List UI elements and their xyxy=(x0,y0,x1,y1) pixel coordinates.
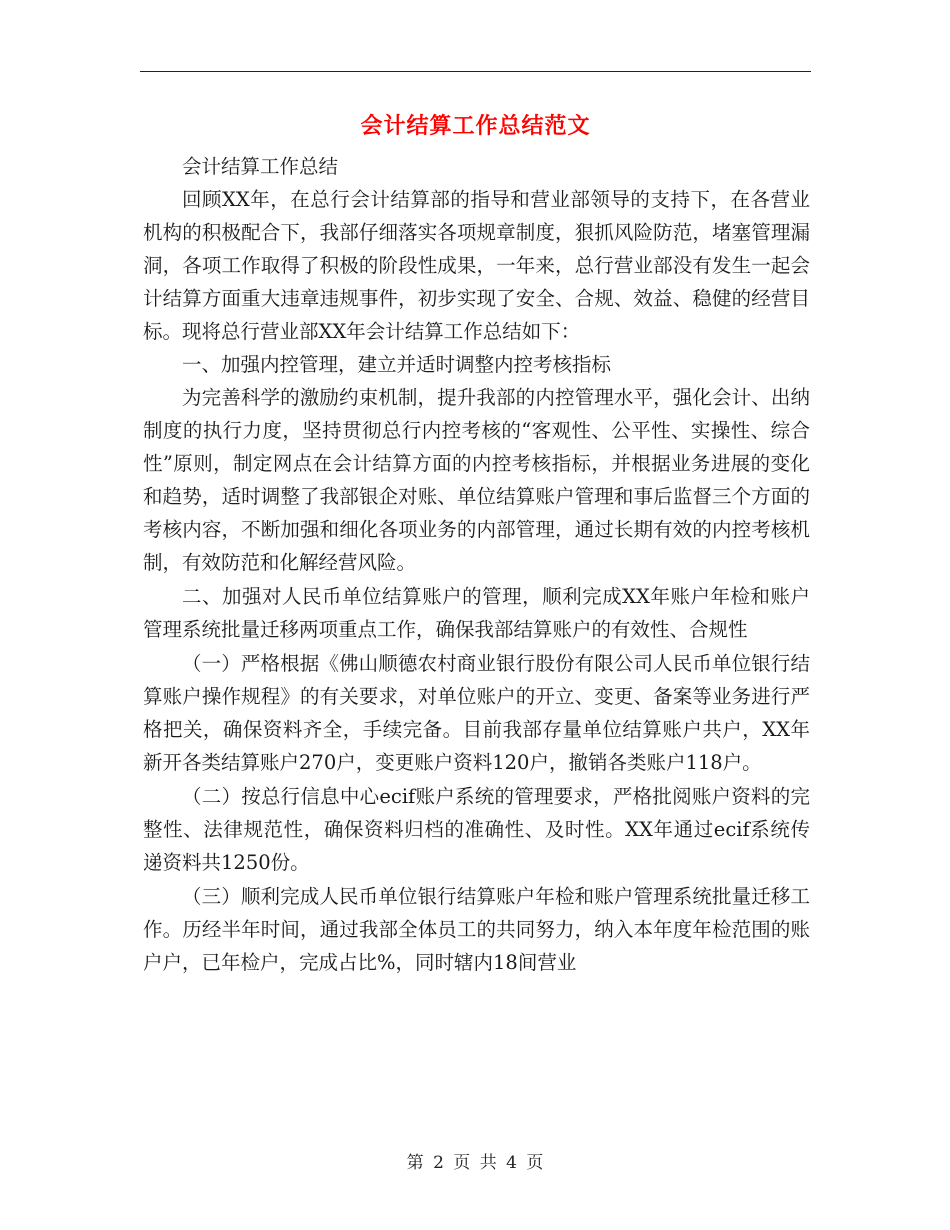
document-body xyxy=(143,150,810,979)
paragraph-intro: 回顾XX年，在总行会计结算部的指导和营业部领导的支持下，在各营业机构的积极配合下，我部仔细落实各项规章制度，狠抓风险防范，堵塞管理漏洞，各项工作取得了积极的阶段性成果，一年来，总行营业部没有发生一起会计结算方面重大违章违规事件，初步实现了安全、合规、效益、稳健的经营目标。现将总行营业部XX年会计结算工作总结如下： xyxy=(143,188,810,343)
paragraph-item-1: （一）严格根据《佛山顺德农村商业银行股份有限公司人民币单位银行结算账户操作规程》的有关要求，对单位账户的开立、变更、备案等业务进行严格把关，确保资料齐全，手续完备。目前我部存量单位结算账户共户，XX年新开各类结算账户270户，变更账户资料120户，撤销各类账户118户。 xyxy=(143,652,810,774)
paragraph-item-3: （三）顺利完成人民币单位银行结算账户年检和账户管理系统批量迁移工作。历经半年时间，通过我部全体员工的共同努力，纳入本年度年检范围的账户户，已年检户，完成占比%，同时辖内18间营业 xyxy=(143,885,810,974)
paragraph-item-2: （二）按总行信息中心ecif账户系统的管理要求，严格批阅账户资料的完整性、法律规范性，确保资料归档的准确性、及时性。XX年通过ecif系统传递资料共1250份。 xyxy=(143,785,810,874)
section-heading-1: 一、加强内控管理，建立并适时调整内控考核指标 xyxy=(182,353,612,376)
paragraph-subtitle: 会计结算工作总结 xyxy=(182,155,339,178)
paragraph-section-1: 为完善科学的激励约束机制，提升我部的内控管理水平，强化会计、出纳制度的执行力度，坚持贯彻总行内控考核的“客观性、公平性、实操性、综合性”原则，制定网点在会计结算方面的内控考核指标，并根据业务进展的变化和趋势，适时调整了我部银企对账、单位结算账户管理和事后监督三个方面的考核内容，不断加强和细化各项业务的内部管理，通过长期有效的内控考核机制，有效防范和化解经营风险。 xyxy=(143,386,810,574)
document-title: 会计结算工作总结范文 xyxy=(360,114,591,139)
section-heading-2: 二、加强对人民币单位结算账户的管理，顺利完成XX年账户年检和账户管理系统批量迁移两项重点工作，确保我部结算账户的有效性、合规性 xyxy=(143,585,810,641)
page-number-footer: 第 2 页 共 4 页 xyxy=(406,1153,544,1173)
header-rule xyxy=(140,71,811,72)
